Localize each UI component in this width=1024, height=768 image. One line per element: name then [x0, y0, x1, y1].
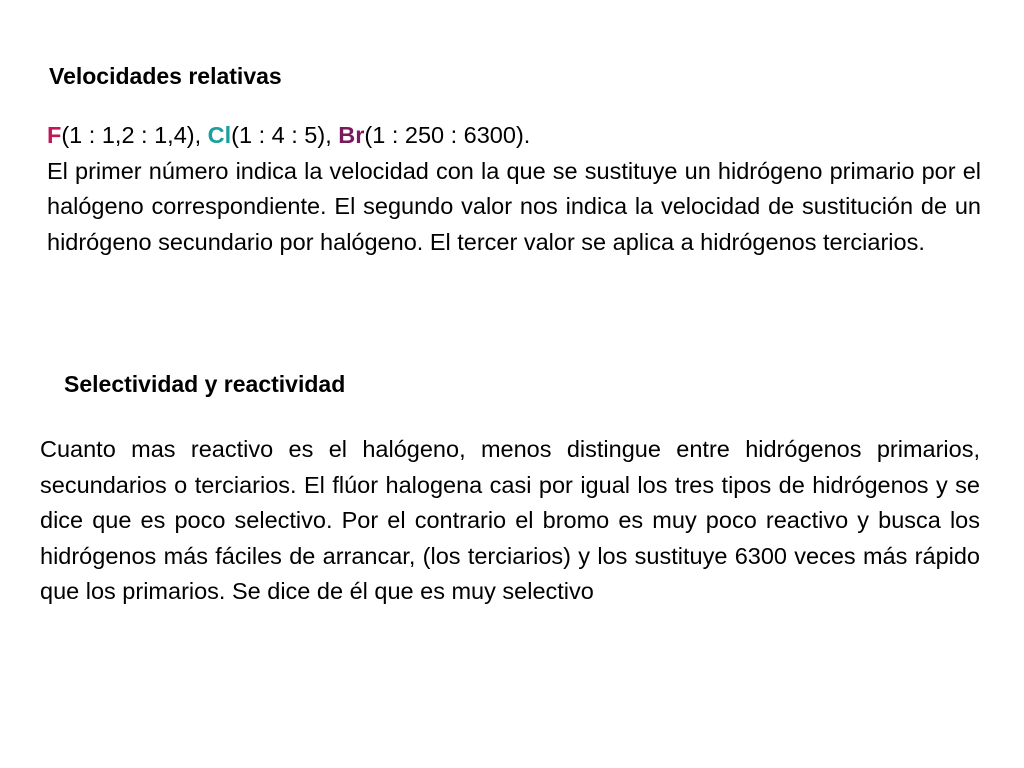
- relative-rates-block: [47, 118, 981, 260]
- symbol-chlorine: Cl: [207, 122, 232, 148]
- symbol-fluorine: F: [47, 122, 62, 148]
- formula-separator: ,: [194, 122, 208, 148]
- bromine-rates: (1 : 250 : 6300): [364, 122, 524, 148]
- formula-separator: ,: [325, 122, 339, 148]
- formula-end: .: [523, 122, 531, 148]
- symbol-bromine: Br: [338, 122, 365, 148]
- halogen-rates-formula: [47, 118, 981, 154]
- selectivity-paragraph: Cuanto mas reactivo es el halógeno, menos distingue entre hidrógenos primarios, secundarios o terciarios. El flúor halogena casi por igual los tres tipos de hidrógenos y se dice que es poco selectivo. Por el contrario el bromo es muy poco reactivo y busca los hidrógenos más fáciles de arrancar, (los terciarios) y los sustituye 6300 veces más rápido que los primarios. Se dice de él que es muy selectivo: [40, 436, 980, 604]
- section-title-relative-rates: Velocidades relativas: [49, 63, 282, 89]
- section-title-selectivity: Selectividad y reactividad: [64, 371, 346, 397]
- relative-rates-explanation: El primer número indica la velocidad con la que se sustituye un hidrógeno primario por el halógeno correspondiente. El segundo valor nos indica la velocidad de sustitución de un hidrógeno secundario por halógeno. El tercer valor se aplica a hidrógenos terciarios.: [47, 157, 981, 255]
- chlorine-rates: (1 : 4 : 5): [231, 122, 326, 148]
- fluorine-rates: (1 : 1,2 : 1,4): [61, 122, 195, 148]
